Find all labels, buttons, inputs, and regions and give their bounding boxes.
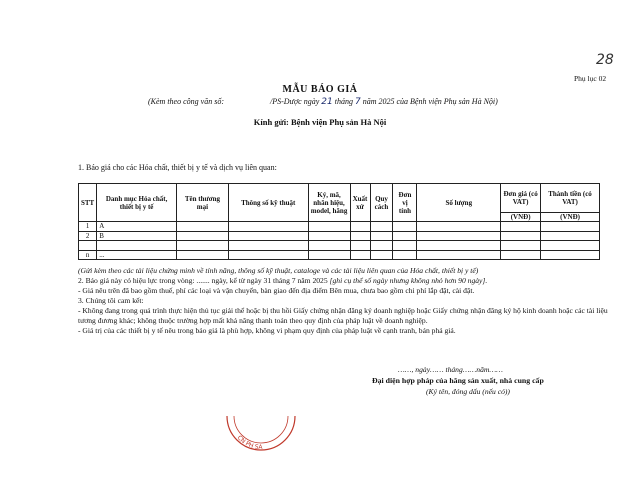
partial-stamp-icon [224,416,298,452]
subtitle-suffix: năm 2025 của Bệnh viện Phụ sản Hà Nội) [362,97,498,106]
commitment-2: - Giá trị của các thiết bị y tế nêu trong báo giá là phù hợp, không vi phạm quy định của pháp luật về cạnh tranh, bán phá giá. [78,326,456,335]
table-row [79,222,600,232]
recipient-line: Kính gửi: Bệnh viện Phụ sản Hà Nội [253,117,387,127]
row-item-name: A [97,222,177,232]
header-total-currency: (VNĐ) [541,213,600,222]
commitment-1: - Không đang trong quá trình thực hiện thủ tục giải thể hoặc bị thu hồi Giấy chứng nhận đăng ký doanh nghiệp hoặc Giấy chứng nhận đăng ký hộ kinh doanh hoặc các tài liệu tương đương khác; không thuộc trường hợp mất khả năng thanh toán theo quy định của pháp luật về doanh nghiệp. [78,306,608,325]
header-origin: Xuất xứ [350,184,370,222]
row-stt [79,241,97,251]
validity-line [78,276,608,286]
table-row [79,241,600,251]
header-unit-price: Đơn giá (có VAT) [501,184,541,213]
document-subtitle [148,97,498,107]
row-stt: 2 [79,231,97,241]
row-stt: 1 [79,222,97,232]
header-quantity: Số lượng [417,184,501,222]
row-item-name [97,241,177,251]
header-total: Thành tiền (có VAT) [541,184,600,213]
header-stt: STT [79,184,97,222]
header-unit-price-currency: (VNĐ) [501,213,541,222]
subtitle-prefix: (Kèm theo công văn số: [148,97,224,106]
handwritten-page-number: 28 [596,52,614,68]
header-item-name: Danh mục Hóa chất, thiết bị y tế [97,184,177,222]
appendix-label: Phụ lục 02 [574,74,607,83]
signer-title: Đại diện hợp pháp của hãng sản xuất, nhà cung cấp [372,376,544,385]
header-unit: Đơn vị tính [393,184,417,222]
header-brand: Tên thương mại [176,184,228,222]
quote-table [78,183,600,260]
subtitle-day: 21 [321,97,333,107]
subtitle-mid1: /PS-Dược ngày [269,97,320,106]
document-title: MẪU BÁO GIÁ [282,84,358,95]
validity-instruction: [ghi cụ thể số ngày nhưng không nhỏ hơn 90 ngày]. [329,276,488,285]
commitment-heading: 3. Chúng tôi cam kết: [78,296,144,305]
validity-text: 2. Báo giá này có hiệu lực trong vòng: ....... ngày, kể từ ngày 31 tháng 7 năm 2025 [78,276,328,285]
header-spec: Thông số kỹ thuật [228,184,308,222]
section-1-heading: 1. Báo giá cho các Hóa chất, thiết bị y tế và dịch vụ liên quan: [78,163,277,172]
notes-section [78,266,608,336]
row-item-name: B [97,231,177,241]
signature-date-line: ……, ngày…… tháng……năm…… [398,365,503,374]
row-item-name: ... [97,250,177,260]
table-row [79,250,600,260]
subtitle-mid2: tháng [334,97,353,106]
attachment-note: (Gửi kèm theo các tài liệu chứng minh về tính năng, thông số kỹ thuật, cataloge và các tài liệu liên quan của Hóa chất, thiết bị y tế) [78,266,479,275]
stamp-text: CN PH SA [235,434,263,452]
row-stt: n [79,250,97,260]
header-pack: Quy cách [370,184,393,222]
signature-instruction: (Ký tên, đóng dấu (nếu có)) [426,387,510,396]
price-note: - Giá nêu trên đã bao gồm thuế, phí các loại và vận chuyển, bàn giao đến địa điểm Bên mua, chưa bao gồm chi phí lắp đặt, cài đặt. [78,286,475,295]
header-code: Ký, mã, nhãn hiệu, model, hãng [308,184,350,222]
table-row [79,231,600,241]
subtitle-month: 7 [354,97,361,107]
